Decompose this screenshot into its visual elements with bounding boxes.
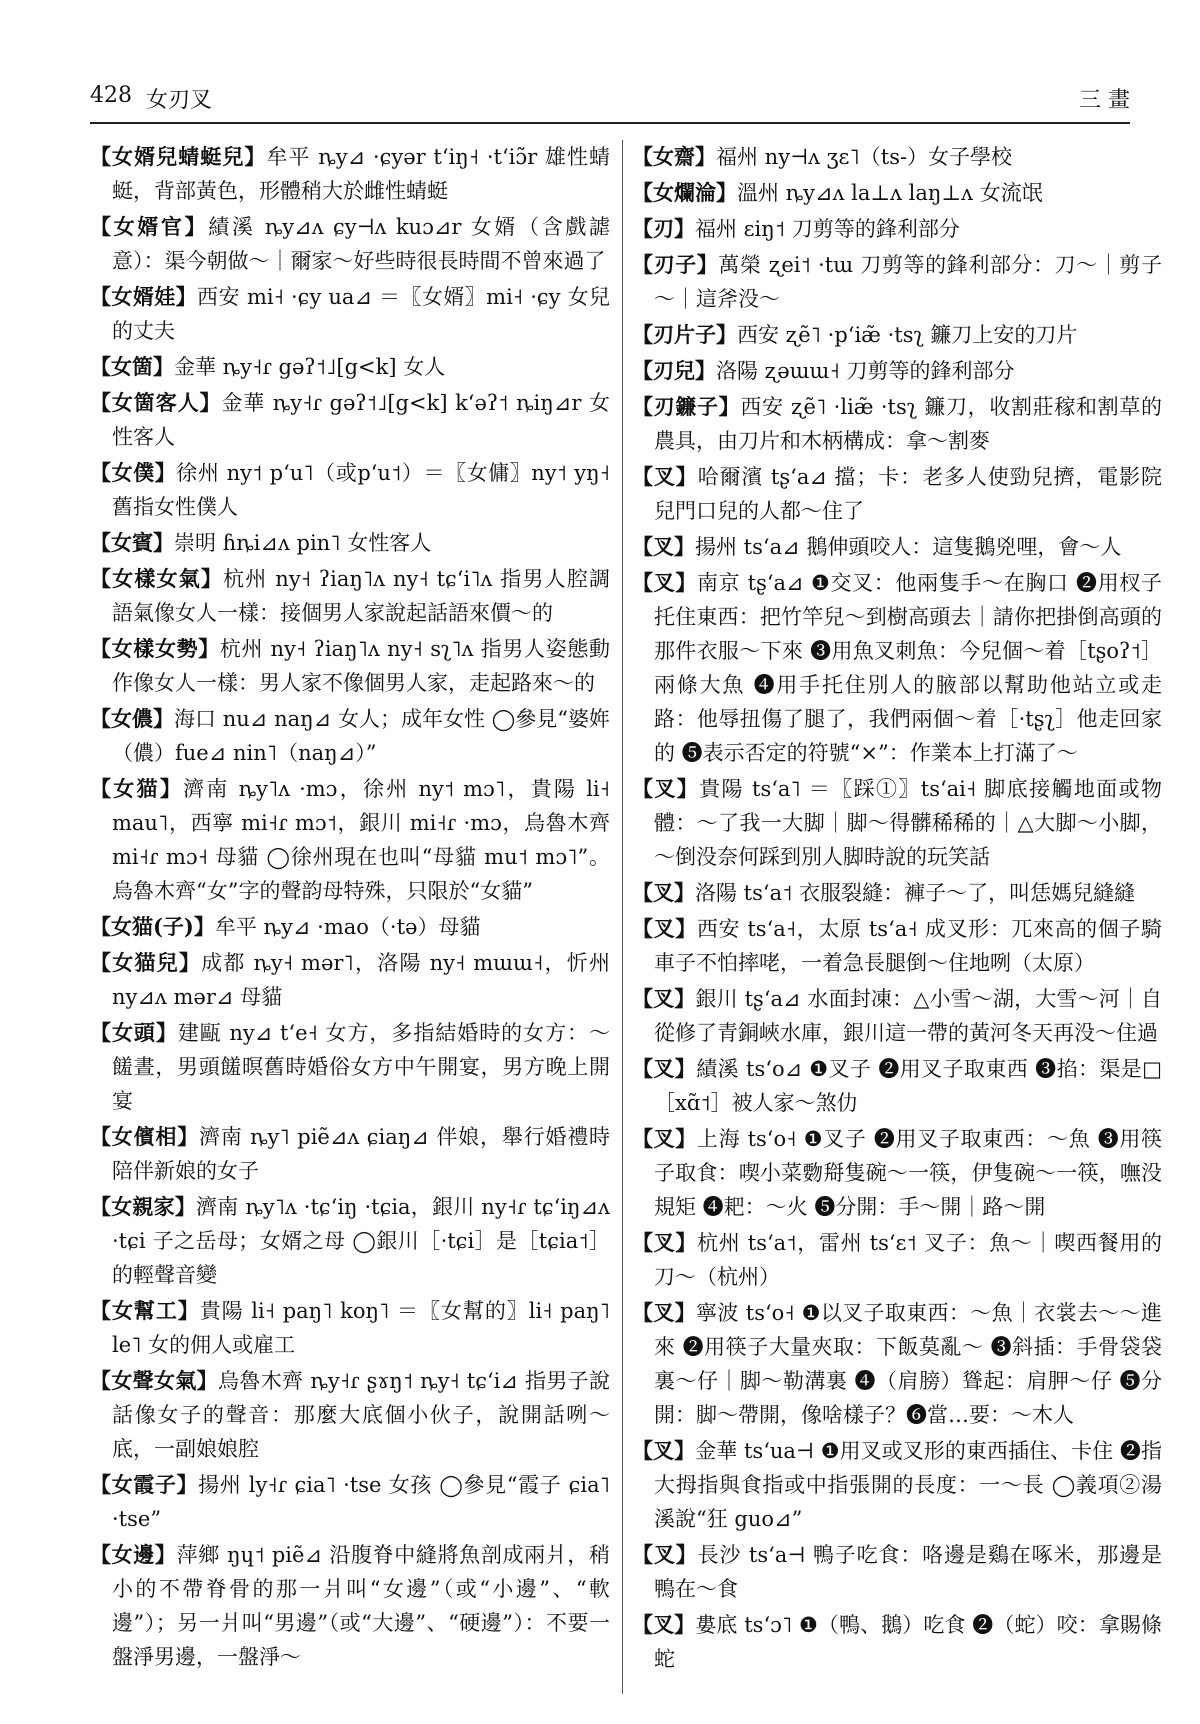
dictionary-entry (632, 1538, 1162, 1606)
entry-headword: 【女猫兒】 (90, 950, 202, 975)
dictionary-entry (90, 456, 610, 524)
entry-definition: 杭州 ny˧ ʔiaŋ˥ʌ ny˧ sʅ˥ʌ 指男人姿態動作像女人一樣：男人家不像個男人家，走起路來～的 (112, 637, 610, 695)
dictionary-entry (90, 772, 610, 908)
entry-definition: 烏魯木齊 ȵy˧ɾ ʂɤŋ˦ ȵy˧ tɕʻi⊿ 指男子說話像女子的聲音：那麼大底個小伙子，說開話咧～底，一副娘娘腔 (112, 1369, 611, 1461)
entry-headword: 【女箇】 (90, 354, 174, 379)
entry-definition: 萬榮 ʐei˦ ·tɯ 刀剪等的鋒利部分：刀～｜剪子～｜這斧没～ (654, 253, 1163, 311)
dictionary-entry (632, 1226, 1162, 1294)
right-column (632, 140, 1162, 1678)
entry-definition: 西安 tsʻa˧，太原 tsʻa˧ 成叉形：兀來高的個子騎車子不怕摔咾，一着急長腿倒～住地咧（太原） (654, 917, 1163, 975)
entry-headword: 【女霞子】 (90, 1472, 199, 1497)
page-number: 428 (90, 82, 132, 108)
entry-definition: 西安 ʐẽ˥ ·liæ̃ ·tsʅ 鐮刀，收割莊稼和割草的農具，由刀片和木柄構成：拿～割麥 (654, 395, 1162, 453)
entry-headword: 【刃子】 (632, 252, 719, 277)
dictionary-entry (90, 1120, 610, 1188)
entry-definition: 金華 tsʻua⊣ ❶用叉或叉形的東西插住、卡住 ❷指大拇指與食指或中指張開的長度：一～長 ◯義項②湯溪說“狂 guo⊿” (654, 1439, 1163, 1531)
dictionary-entry (632, 1296, 1162, 1432)
header-left (90, 83, 212, 114)
dictionary-entry (90, 1468, 610, 1536)
entry-headword: 【刃兒】 (632, 358, 716, 383)
dictionary-entry (90, 526, 610, 560)
header-rule (90, 122, 1130, 124)
dictionary-entry (632, 176, 1162, 210)
entry-headword: 【女婿官】 (90, 214, 209, 239)
entry-headword: 【女樣女氣】 (90, 566, 224, 591)
dictionary-entry (632, 1122, 1162, 1224)
entry-definition: 績溪 ȵy⊿ʌ ɕy⊣ʌ kuɔ⊿r 女婿（含戲謔意）：渠今朝做～｜爾家～好些時很長時間不曾來過了 (112, 215, 611, 273)
entry-definition: 銀川 tʂʻa⊿ 水面封凍：△小雪～湖，大雪～河｜自從修了青銅峽水庫，銀川這一帶的黃河冬天再没～住過 (654, 987, 1163, 1045)
dictionary-entry (90, 140, 610, 208)
page-header (90, 78, 1130, 118)
dictionary-entry (632, 982, 1162, 1050)
dictionary-entry (632, 1434, 1162, 1536)
entry-definition: 貴陽 tsʻa˥ ＝〖踩①〗tsʻai˧ 脚底接觸地面或物體：～了我一大脚｜脚～得髒稀稀的｜△大脚～小脚，～倒没奈何踩到別人脚時說的玩笑話 (654, 777, 1163, 869)
entry-definition: 杭州 ny˧ ʔiaŋ˥ʌ ny˧ tɕʻi˥ʌ 指男人腔調語氣像女人一樣：接個男人家說起話語來價～的 (112, 567, 611, 625)
entry-definition: 上海 tsʻo˧ ❶叉子 ❷用叉子取東西：～魚 ❸用筷子取食：喫小菜覅搿隻碗～一筷，伊隻碗～一筷，嘸没規矩 ❹耙：～火 ❺分開：手～開｜路～開 (654, 1127, 1163, 1219)
entry-definition: 貴陽 li˧ paŋ˥ koŋ˥ ＝〖女幫的〗li˧ paŋ˥ le˥ 女的佣人或雇工 (112, 1299, 610, 1357)
entry-headword: 【女樣女勢】 (90, 636, 220, 661)
stroke-count: 三 畫 (1079, 87, 1130, 113)
dictionary-entry (90, 702, 610, 770)
entry-definition: 哈爾濱 tʂʻa⊿ 擋；卡：老多人使勁兒擠，電影院兒門口兒的人都～住了 (654, 465, 1163, 523)
entry-definition: 西安 mi˧ ·ɕy ua⊿ ＝〖女婿〗mi˧ ·ɕy 女兒的丈夫 (112, 285, 611, 343)
dictionary-entry (632, 354, 1162, 388)
entry-definition: 成都 ȵy˧ mər˥，洛陽 ny˧ mɯɯ˧，忻州 ny⊿ʌ mər⊿ 母貓 (112, 951, 610, 1009)
entry-headword: 【女親家】 (90, 1194, 197, 1219)
entry-definition: 寧波 tsʻo˧ ❶以叉子取東西：～魚｜衣裳去～～進來 ❷用筷子大量夾取：下飯莫亂～ ❸斜插：手骨袋袋裏～仔｜脚～勒溝裏 ❹（肩膀）聳起：肩胛～仔 ❺分開：脚～帶開，像啥樣子？❻當…要：～木人 (654, 1301, 1163, 1427)
dictionary-entry (632, 1608, 1162, 1676)
entry-definition: 建甌 ny⊿ tʻe˧ 女方，多指結婚時的女方：～饈晝，男頭饈暝舊時婚俗女方中午開宴，男方晚上開宴 (112, 1021, 610, 1113)
entry-definition: 洛陽 tsʻa˦ 衣服裂縫：褲子～了，叫恁媽兒縫縫 (695, 881, 1136, 905)
dictionary-entry (632, 1052, 1162, 1120)
entry-headword: 【叉】 (632, 534, 695, 559)
entry-headword: 【刃片子】 (632, 322, 737, 347)
entry-definition: 濟南 ȵy˥ʌ ·tɕʻiŋ ·tɕia，銀川 ny˧ɾ tɕʻiŋ⊿ʌ ·tɕi 子之岳母；女婿之母 ◯銀川［·tɕi］是［tɕia˦］的輕聲音變 (112, 1195, 610, 1287)
dictionary-entry (90, 1538, 610, 1674)
entry-headword: 【女婿娃】 (90, 284, 198, 309)
entry-headword: 【刃鐮子】 (632, 394, 741, 419)
dictionary-entry (632, 140, 1162, 174)
entry-headword: 【刃】 (632, 216, 695, 241)
entry-headword: 【叉】 (632, 880, 695, 905)
entry-definition: 婁底 tsʻɔ˥ ❶（鴨、鵝）吃食 ❷（蛇）咬：拿賜條蛇 (654, 1613, 1163, 1671)
dictionary-entry (632, 876, 1162, 910)
dictionary-entry (632, 566, 1162, 770)
entry-headword: 【叉】 (632, 916, 697, 941)
entry-definition: 牟平 ȵy⊿ ·mao（·tə）母貓 (214, 915, 481, 939)
entry-headword: 【女邊】 (90, 1542, 177, 1567)
entry-definition: 福州 ny⊣ʌ ʒɛ˥（ts-）女子學校 (716, 145, 1013, 169)
dictionary-entry (632, 248, 1162, 316)
entry-definition: 海口 nu⊿ naŋ⊿ 女人；成年女性 ◯參見“婆姩（儂）fue⊿ nin˥（naŋ⊿）” (112, 707, 611, 765)
dictionary-entry (90, 946, 610, 1014)
column-divider (622, 140, 623, 1694)
entry-headword: 【女賓】 (90, 530, 174, 555)
entry-definition: 杭州 tsʻa˦，雷州 tsʻɛ˦ 叉子：魚～｜喫西餐用的刀～（杭州） (654, 1231, 1163, 1289)
dictionary-entry (90, 350, 610, 384)
entry-headword: 【叉】 (632, 986, 696, 1011)
entry-definition: 溫州 ȵy⊿ʌ la⊥ʌ laŋ⊥ʌ 女流氓 (737, 181, 1043, 205)
dictionary-entry (632, 460, 1162, 528)
entry-headword: 【女婿兒蜻蜓兒】 (90, 144, 267, 169)
entry-headword: 【女儂】 (90, 706, 175, 731)
entry-headword: 【叉】 (632, 570, 697, 595)
entry-headword: 【女猫(子)】 (90, 914, 215, 939)
entry-definition: 南京 tʂʻa⊿ ❶交叉：他兩隻手～在胸口 ❷用杈子托住東西：把竹竿兒～到樹高頭去｜請你把掛倒高頭的那件衣服～下來 ❸用魚叉刺魚：今兒個～着［tʂoʔ˦］兩條大魚 ❹用手托住別人的腋部以幫助他站立或走路：他辱扭傷了腿了，我們兩個～着［·tʂʅ］他走回家的 ❺表示否定的符號“×”：作業本上打滿了～ (654, 571, 1163, 765)
entry-definition: 濟南 ȵy˥ʌ ·mɔ，徐州 ny˦ mɔ˥，貴陽 li˧ mau˥，西寧 mi˧ɾ mɔ˦，銀川 mi˧ɾ ·mɔ，烏魯木齊 mi˧ɾ mɔ˧ 母貓 ◯徐州現在也叫“母貓 mu˦ mɔ˥”。烏魯木齊“女”字的聲韵母特殊，只限於“女貓” (112, 777, 611, 903)
entry-headword: 【叉】 (632, 464, 698, 489)
entry-headword: 【女聲女氣】 (90, 1368, 219, 1393)
dictionary-entry (632, 772, 1162, 874)
entry-definition: 揚州 ly˧ɾ ɕia˥ ·tse 女孩 ◯參見“霞子 ɕia˥ ·tse” (112, 1473, 610, 1531)
dictionary-entry (90, 386, 610, 454)
entry-definition: 福州 ɛiŋ˦ 刀剪等的鋒利部分 (695, 217, 960, 241)
entry-definition: 萍鄉 ŋɥ˦ piẽ⊿ 沿腹脊中縫將魚剖成兩爿，稍小的不帶脊骨的那一爿叫“女邊”（或“小邊”、“軟邊”）；另一爿叫“男邊”（或“大邊”、“硬邊”）：不要一盤淨男邊，一盤淨～ (112, 1543, 611, 1669)
entry-definition: 濟南 ȵy˥ piẽ⊿ʌ ɕiaŋ⊿ 伴娘，舉行婚禮時陪伴新娘的女子 (112, 1125, 610, 1183)
dictionary-entry (90, 632, 610, 700)
dictionary-entry (632, 212, 1162, 246)
entry-definition: 金華 ȵy˧ɾ gəʔ˦˩[g<k] kʻəʔ˦ ȵiŋ⊿r 女性客人 (112, 391, 611, 449)
entry-headword: 【叉】 (632, 1126, 697, 1151)
entry-definition: 西安 ʐẽ˥ ·pʻiæ̃ ·tsʅ 鐮刀上安的刀片 (737, 323, 1078, 347)
dictionary-entry (90, 280, 610, 348)
entry-definition: 金華 ȵy˧ɾ gəʔ˦˩[g<k] 女人 (174, 355, 446, 379)
dictionary-entry (90, 1294, 610, 1362)
entry-headword: 【女僕】 (90, 460, 177, 485)
entry-headword: 【叉】 (632, 1056, 697, 1081)
left-column (90, 140, 610, 1676)
entry-headword: 【叉】 (632, 776, 700, 801)
entry-headword: 【女爛淪】 (632, 180, 737, 205)
dictionary-entry (90, 210, 610, 278)
entry-headword: 【叉】 (632, 1230, 698, 1255)
entry-headword: 【女幫工】 (90, 1298, 200, 1323)
dictionary-entry (90, 1016, 610, 1118)
entry-definition: 長沙 tsʻa⊣ 鴨子吃食：咯邊是鷄在啄米，那邊是鴨在～食 (654, 1543, 1162, 1601)
entry-headword: 【叉】 (632, 1300, 697, 1325)
dictionary-entry (90, 1190, 610, 1292)
section-chars: 女刃叉 (146, 87, 213, 113)
entry-headword: 【叉】 (632, 1612, 696, 1637)
entry-headword: 【叉】 (632, 1542, 698, 1567)
entry-definition: 揚州 tsʻa⊿ 鵝伸頭咬人：這隻鵝兇哩，會～人 (695, 535, 1122, 559)
entry-definition: 洛陽 ʐəɯɯ˧ 刀剪等的鋒利部分 (716, 359, 1015, 383)
entry-definition: 績溪 tsʻo⊿ ❶叉子 ❷用叉子取東西 ❸掐：渠是□［xɑ̃˦］被人家～煞仂 (654, 1057, 1162, 1115)
entry-headword: 【女猫】 (90, 776, 184, 801)
dictionary-entry (90, 562, 610, 630)
entry-definition: 徐州 ny˦ pʻu˥（或pʻu˦）＝〖女傭〗ny˦ yŋ˧ 舊指女性僕人 (112, 461, 610, 519)
dictionary-entry (632, 318, 1162, 352)
entry-definition: 牟平 ȵy⊿ ·ɕyər tʻiŋ˧ ·tʻiɔ̃r 雄性蜻蜓，背部黃色，形體稍大於雌性蜻蜓 (112, 145, 610, 203)
entry-headword: 【女齋】 (632, 144, 716, 169)
entry-headword: 【叉】 (632, 1438, 696, 1463)
entry-headword: 【女箇客人】 (90, 390, 222, 415)
entry-headword: 【女頭】 (90, 1020, 178, 1045)
dictionary-entry (90, 1364, 610, 1466)
entry-definition: 崇明 ɦȵi⊿ʌ pin˥ 女性客人 (174, 531, 432, 555)
dictionary-entry (90, 910, 610, 944)
dictionary-entry (632, 530, 1162, 564)
entry-headword: 【女儐相】 (90, 1124, 200, 1149)
dictionary-entry (632, 390, 1162, 458)
dictionary-entry (632, 912, 1162, 980)
